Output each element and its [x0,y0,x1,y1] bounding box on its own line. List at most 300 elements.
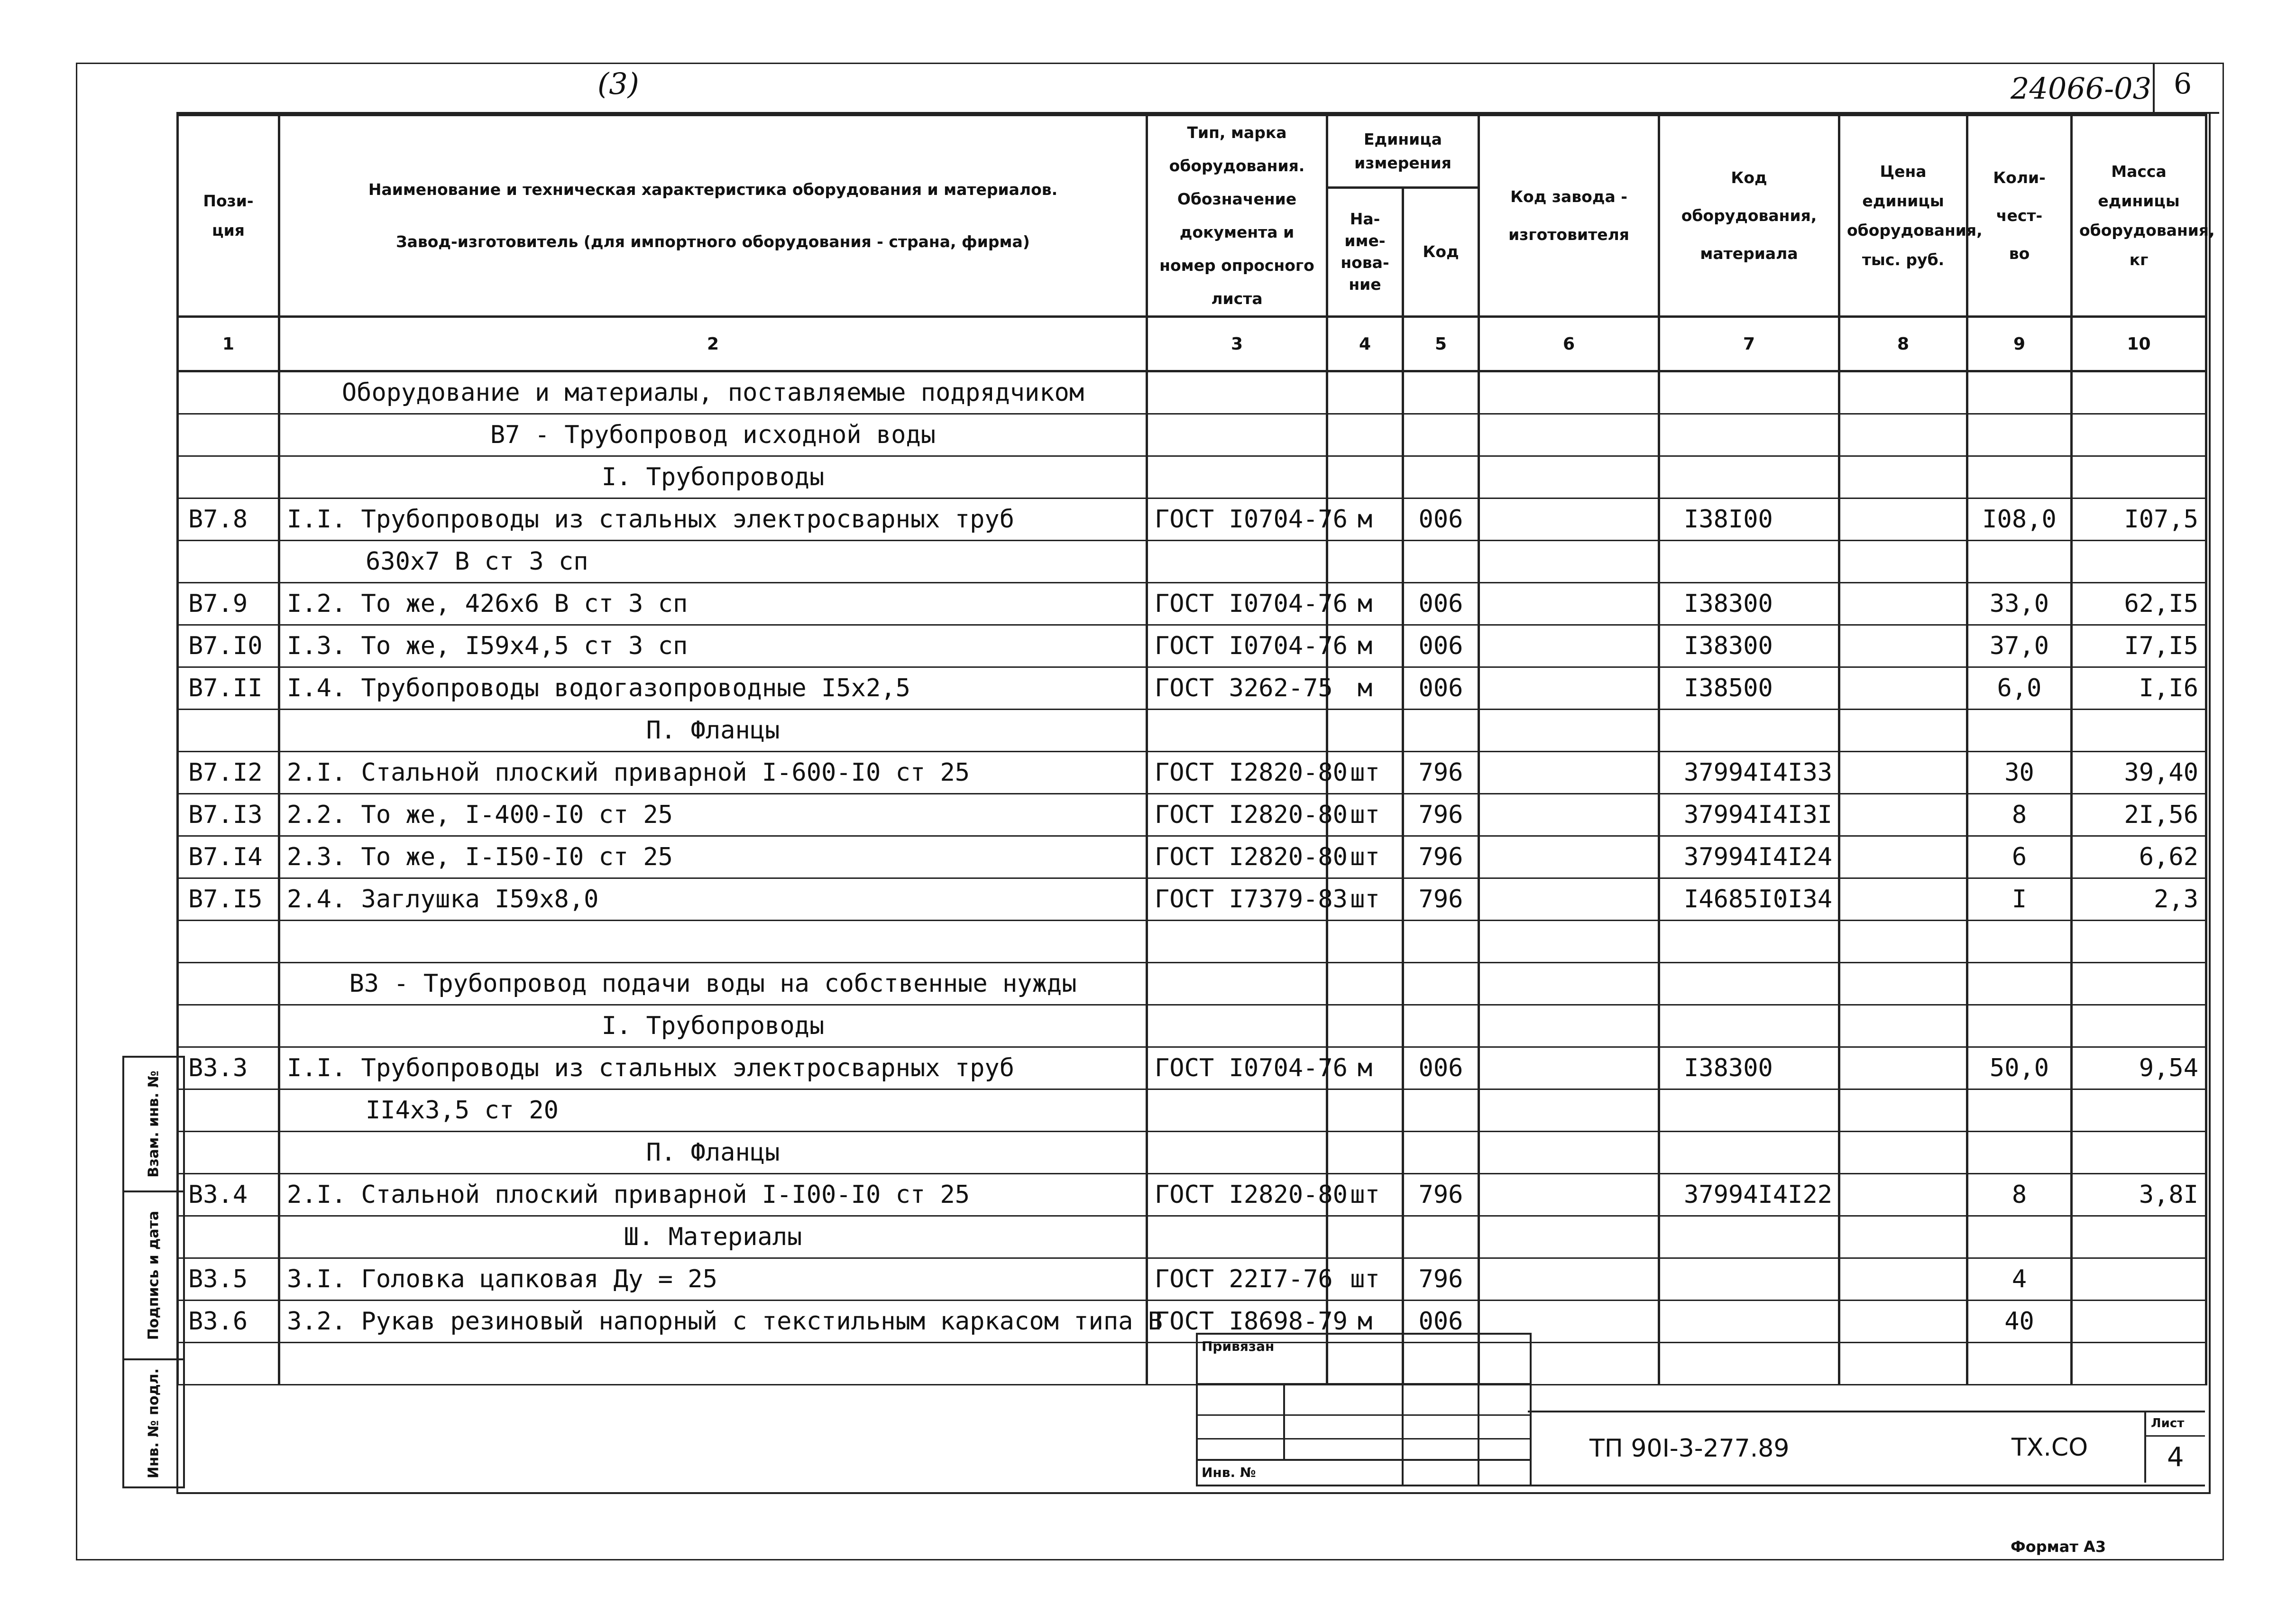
header-unit-name: На- име- нова- ние [1327,187,1403,316]
header-unit: Единица измерения [1327,115,1479,188]
row-price [1839,752,1967,794]
col-num: 4 [1327,317,1403,371]
row-factory-code [1479,878,1659,921]
row-quantity [1967,921,2072,963]
row-unit: шт [1327,1258,1403,1301]
row-position [178,456,279,498]
table-row [178,1301,2206,1343]
row-price [1839,836,1967,878]
row-equipment-code [1659,1301,1839,1343]
row-unit [1327,1005,1403,1047]
row-mass [2072,1216,2206,1258]
header-qty: Коли- чест- во [1967,115,2072,317]
row-factory-code [1479,710,1659,752]
row-equipment-code [1659,963,1839,1005]
row-position [178,1132,279,1174]
row-price [1839,625,1967,667]
row-document: ГОСТ 22I7-76 [1147,1258,1327,1301]
row-equipment-code: 37994I4I22 [1659,1174,1839,1216]
stamp-line [1198,1438,1530,1439]
row-factory-code [1479,1258,1659,1301]
row-name: I.I. Трубопроводы из стальных электросварных труб [279,498,1147,541]
side-label-vzam: Взам. инв. № [145,1070,162,1178]
row-mass [2072,456,2206,498]
row-name: Оборудование и материалы, поставляемые подрядчиком [279,371,1147,414]
row-factory-code [1479,1047,1659,1089]
row-position: В7.I3 [178,794,279,836]
row-mass [2072,1089,2206,1132]
row-price [1839,1005,1967,1047]
row-quantity: 33,0 [1967,583,2072,625]
row-name [279,1343,1147,1385]
row-name: 2.I. Стальной плоский приварной I-600-I0 ст 25 [279,752,1147,794]
circle-number: (3) [597,66,639,101]
header-pos: Пози- ция [178,115,279,317]
row-document: ГОСТ I7379-83 [1147,878,1327,921]
row-equipment-code [1659,1216,1839,1258]
row-factory-code [1479,625,1659,667]
row-unit-code: 006 [1403,667,1479,710]
row-unit-code [1403,1089,1479,1132]
privyazan-stamp [1196,1333,1532,1486]
row-document [1147,710,1327,752]
row-document: ГОСТ I2820-80 [1147,1174,1327,1216]
row-equipment-code: I38300 [1659,583,1839,625]
row-mass: 2,3 [2072,878,2206,921]
row-factory-code [1479,498,1659,541]
row-document: ГОСТ 3262-75 [1147,667,1327,710]
row-document [1147,1216,1327,1258]
row-mass: 2I,56 [2072,794,2206,836]
row-position: В7.I4 [178,836,279,878]
row-position [178,1005,279,1047]
row-position: В7.8 [178,498,279,541]
header-name: Наименование и техническая характеристика оборудования и материалов. Завод-изготовитель (для импортного оборудования - страна, фирма) [279,115,1147,317]
table-row [178,371,2206,414]
row-document: ГОСТ I0704-76 [1147,1047,1327,1089]
row-mass [2072,1258,2206,1301]
row-quantity [1967,963,2072,1005]
row-quantity [1967,541,2072,583]
row-equipment-code: 37994I4I24 [1659,836,1839,878]
row-quantity: 4 [1967,1258,2072,1301]
sheet-box [2144,1412,2205,1483]
side-label-podpis: Подпись и дата [145,1210,162,1340]
header-factory: Код завода - изготовителя [1479,115,1659,317]
row-factory-code [1479,414,1659,456]
column-number-row [178,317,2206,371]
row-quantity: 40 [1967,1301,2072,1343]
table-row [178,1132,2206,1174]
specification-table [176,114,2215,1402]
row-price [1839,1301,1967,1343]
row-name: I. Трубопроводы [279,456,1147,498]
row-equipment-code: I4685I0I34 [1659,878,1839,921]
row-price [1839,710,1967,752]
row-price [1839,583,1967,625]
row-factory-code [1479,1132,1659,1174]
table-row [178,583,2206,625]
row-quantity: 50,0 [1967,1047,2072,1089]
row-position: В7.I0 [178,625,279,667]
row-quantity: 6 [1967,836,2072,878]
row-equipment-code [1659,1089,1839,1132]
row-unit: м [1327,625,1403,667]
row-mass: 9,54 [2072,1047,2206,1089]
table-row [178,1005,2206,1047]
privyazan-label: Привязан [1202,1338,1275,1354]
row-unit [1327,1216,1403,1258]
table-row [178,667,2206,710]
row-price [1839,414,1967,456]
row-unit [1327,1132,1403,1174]
row-document [1147,1132,1327,1174]
col-num: 10 [2072,317,2206,371]
row-price [1839,541,1967,583]
side-block-inv [122,1358,185,1488]
col-num: 9 [1967,317,2072,371]
table-row [178,921,2206,963]
row-unit [1327,963,1403,1005]
row-unit-code: 796 [1403,794,1479,836]
row-position [178,371,279,414]
inv-no-label: Инв. № [1202,1465,1256,1480]
row-quantity [1967,1089,2072,1132]
row-factory-code [1479,1174,1659,1216]
row-mass: I7,I5 [2072,625,2206,667]
row-document: ГОСТ I0704-76 [1147,625,1327,667]
row-price [1839,371,1967,414]
row-equipment-code [1659,1258,1839,1301]
row-unit [1327,414,1403,456]
row-document [1147,921,1327,963]
side-block-podpis [122,1190,185,1360]
row-unit-code: 006 [1403,1301,1479,1343]
row-position: В7.I2 [178,752,279,794]
row-quantity [1967,414,2072,456]
row-unit-code: 006 [1403,625,1479,667]
row-unit-code [1403,963,1479,1005]
row-mass: 3,8I [2072,1174,2206,1216]
row-quantity [1967,1343,2072,1385]
row-equipment-code: 37994I4I33 [1659,752,1839,794]
row-equipment-code [1659,1005,1839,1047]
table-row [178,710,2206,752]
row-position: В7.I5 [178,878,279,921]
col-num: 8 [1839,317,1967,371]
row-price [1839,1258,1967,1301]
row-mass [2072,414,2206,456]
page-corner-number: 6 [2174,67,2192,101]
table-row [178,456,2206,498]
row-mass [2072,710,2206,752]
table-row [178,1089,2206,1132]
format-label: Формат А3 [2011,1538,2106,1556]
table-row [178,1258,2206,1301]
row-unit: шт [1327,878,1403,921]
project-number: ТП 90I-3-277.89 [1589,1434,1790,1463]
col-num: 2 [279,317,1147,371]
row-mass: I07,5 [2072,498,2206,541]
row-position: В3.6 [178,1301,279,1343]
row-mass: 62,I5 [2072,583,2206,625]
row-equipment-code [1659,710,1839,752]
row-position [178,414,279,456]
row-factory-code [1479,371,1659,414]
row-unit [1327,541,1403,583]
row-unit-code [1403,921,1479,963]
header-type: Тип, марка оборудования. Обозначение документа и номер опросного листа [1147,115,1327,317]
row-equipment-code [1659,1132,1839,1174]
table-row [178,794,2206,836]
row-position [178,1343,279,1385]
side-block-vzam [122,1056,185,1192]
row-price [1839,1047,1967,1089]
row-position: В7.II [178,667,279,710]
row-unit-code [1403,414,1479,456]
row-name: I.4. Трубопроводы водогазопроводные I5х2,5 [279,667,1147,710]
col-num: 6 [1479,317,1659,371]
row-document [1147,963,1327,1005]
row-name: 2.I. Стальной плоский приварной I-I00-I0 ст 25 [279,1174,1147,1216]
table-row [178,836,2206,878]
table-row [178,1047,2206,1089]
row-mass [2072,371,2206,414]
row-equipment-code: I38I00 [1659,498,1839,541]
row-unit-code: 006 [1403,498,1479,541]
col-num: 3 [1147,317,1327,371]
row-quantity: 8 [1967,794,2072,836]
row-unit: шт [1327,836,1403,878]
row-factory-code [1479,752,1659,794]
header-equip-code: Код оборудования, материала [1659,115,1839,317]
row-unit: м [1327,498,1403,541]
row-quantity: 8 [1967,1174,2072,1216]
row-name: П. Фланцы [279,710,1147,752]
row-unit-code [1403,371,1479,414]
row-document: ГОСТ I2820-80 [1147,836,1327,878]
row-document [1147,456,1327,498]
row-document [1147,371,1327,414]
row-quantity: 6,0 [1967,667,2072,710]
table-row [178,414,2206,456]
row-name: В7 - Трубопровод исходной воды [279,414,1147,456]
col-num: 1 [178,317,279,371]
row-unit-code: 796 [1403,1174,1479,1216]
row-quantity: 37,0 [1967,625,2072,667]
row-quantity: I [1967,878,2072,921]
row-mass [2072,1301,2206,1343]
row-factory-code [1479,583,1659,625]
sheet-number: 4 [2167,1442,2184,1473]
table-row [178,963,2206,1005]
row-equipment-code [1659,414,1839,456]
table-row [178,1343,2206,1385]
row-name: 2.3. То же, I-I50-I0 ст 25 [279,836,1147,878]
row-name: 630х7 В ст 3 сп [279,541,1147,583]
table-row [178,541,2206,583]
table-row [178,1174,2206,1216]
row-mass: 39,40 [2072,752,2206,794]
row-name: I.2. То же, 426х6 В ст 3 сп [279,583,1147,625]
col-num: 7 [1659,317,1839,371]
row-price [1839,963,1967,1005]
stamp-line [1402,1383,1404,1485]
row-unit-code [1403,1216,1479,1258]
row-price [1839,1174,1967,1216]
row-name [279,921,1147,963]
row-unit: шт [1327,794,1403,836]
row-factory-code [1479,836,1659,878]
row-equipment-code: I38300 [1659,625,1839,667]
row-unit-code [1403,710,1479,752]
blank-spacer-row [178,1385,2206,1402]
row-equipment-code: I38500 [1659,667,1839,710]
row-position [178,1216,279,1258]
document-code: ТХ.СО [2011,1433,2088,1462]
stamp-line [1198,1414,1530,1416]
row-document [1147,541,1327,583]
side-label-inv: Инв. № подл. [145,1368,162,1479]
row-unit: м [1327,667,1403,710]
table-row [178,752,2206,794]
row-unit [1327,1089,1403,1132]
row-quantity [1967,1216,2072,1258]
table-row [178,498,2206,541]
table-row [178,1216,2206,1258]
row-price [1839,498,1967,541]
row-price [1839,456,1967,498]
row-name: Ш. Материалы [279,1216,1147,1258]
row-mass [2072,921,2206,963]
row-factory-code [1479,1089,1659,1132]
header-mass: Масса единицы оборудования, кг [2072,115,2206,317]
row-unit: м [1327,1301,1403,1343]
row-factory-code [1479,541,1659,583]
row-quantity [1967,371,2072,414]
row-mass [2072,1005,2206,1047]
row-quantity [1967,1132,2072,1174]
row-price [1839,1216,1967,1258]
row-position [178,541,279,583]
row-quantity: 30 [1967,752,2072,794]
stamp-line [1478,1383,1479,1485]
row-document: ГОСТ I2820-80 [1147,752,1327,794]
row-equipment-code [1659,541,1839,583]
row-factory-code [1479,667,1659,710]
stamp-line [1283,1383,1285,1459]
row-position: В3.5 [178,1258,279,1301]
row-unit-code: 796 [1403,836,1479,878]
stamp-line [1198,1459,1530,1461]
row-equipment-code: I38300 [1659,1047,1839,1089]
row-mass [2072,1343,2206,1385]
row-unit-code [1403,1005,1479,1047]
row-document [1147,1089,1327,1132]
title-block-main [1528,1411,2205,1486]
row-factory-code [1479,1005,1659,1047]
row-position: В3.3 [178,1047,279,1089]
row-factory-code [1479,456,1659,498]
row-factory-code [1479,921,1659,963]
row-factory-code [1479,794,1659,836]
row-equipment-code [1659,1343,1839,1385]
row-unit [1327,710,1403,752]
header-price: Цена единицы оборудования, тыс. руб. [1839,115,1967,317]
row-quantity [1967,1005,2072,1047]
row-unit: шт [1327,1174,1403,1216]
row-document [1147,414,1327,456]
row-position [178,710,279,752]
sheet-label: Лист [2151,1416,2185,1430]
header-unit-code: Код [1403,187,1479,316]
row-unit-code: 796 [1403,878,1479,921]
row-name: 3.I. Головка цапковая Ду = 25 [279,1258,1147,1301]
row-document: ГОСТ I0704-76 [1147,583,1327,625]
row-name: I.3. То же, I59х4,5 ст 3 сп [279,625,1147,667]
row-name: 2.2. То же, I-400-I0 ст 25 [279,794,1147,836]
row-position [178,963,279,1005]
row-unit [1327,371,1403,414]
row-equipment-code [1659,456,1839,498]
row-equipment-code [1659,371,1839,414]
row-equipment-code: 37994I4I3I [1659,794,1839,836]
row-unit-code: 796 [1403,752,1479,794]
row-mass [2072,963,2206,1005]
row-name: В3 - Трубопровод подачи воды на собственные нужды [279,963,1147,1005]
row-name: 2.4. Заглушка I59х8,0 [279,878,1147,921]
row-unit-code [1403,1132,1479,1174]
row-name: I. Трубопроводы [279,1005,1147,1047]
row-unit [1327,456,1403,498]
table-row [178,625,2206,667]
row-quantity [1967,710,2072,752]
row-document: ГОСТ I8698-79 [1147,1301,1327,1343]
row-price [1839,1089,1967,1132]
row-position [178,1089,279,1132]
row-unit-code: 006 [1403,1047,1479,1089]
row-factory-code [1479,963,1659,1005]
row-equipment-code [1659,921,1839,963]
row-price [1839,1132,1967,1174]
col-num: 5 [1403,317,1479,371]
header-row [178,115,2206,188]
row-unit [1327,921,1403,963]
document-number: 24066-03 [2011,71,2152,106]
row-quantity: I08,0 [1967,498,2072,541]
stamp-line [1198,1383,1530,1385]
row-name: I.I. Трубопроводы из стальных электросварных труб [279,1047,1147,1089]
row-name: II4х3,5 ст 20 [279,1089,1147,1132]
row-unit-code [1403,456,1479,498]
row-position [178,921,279,963]
row-price [1839,794,1967,836]
row-factory-code [1479,1216,1659,1258]
row-position: В3.4 [178,1174,279,1216]
row-mass: I,I6 [2072,667,2206,710]
row-price [1839,667,1967,710]
row-price [1839,921,1967,963]
row-unit-code: 796 [1403,1258,1479,1301]
row-unit: м [1327,1047,1403,1089]
row-mass [2072,1132,2206,1174]
row-document [1147,1005,1327,1047]
row-price [1839,1343,1967,1385]
row-name: 3.2. Рукав резиновый напорный с текстильным каркасом типа В [279,1301,1147,1343]
row-document: ГОСТ I2820-80 [1147,794,1327,836]
row-position: В7.9 [178,583,279,625]
row-mass: 6,62 [2072,836,2206,878]
